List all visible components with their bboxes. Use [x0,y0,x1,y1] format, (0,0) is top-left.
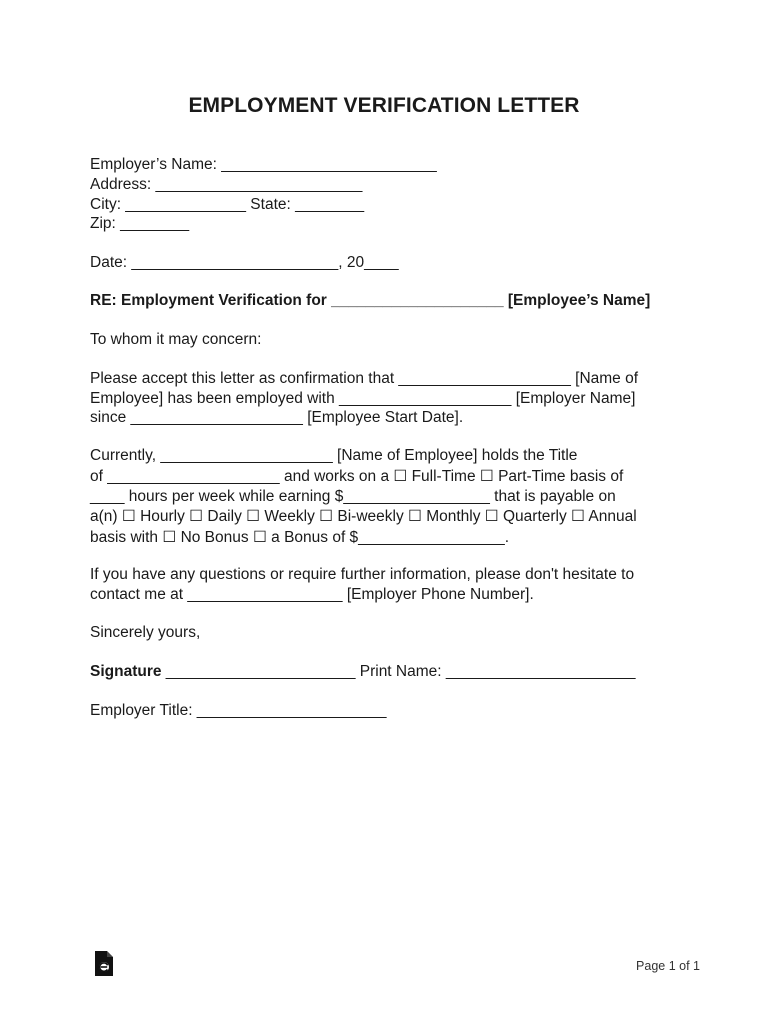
city-state-field: City: ______________ State: ________ [90,196,365,213]
para3-line-2: contact me at __________________ [Employer Phone Number]. [90,586,534,603]
signature-line [90,662,636,682]
para3-line-1: If you have any questions or require further information, please don't hesitate to [90,566,635,583]
closing: Sincerely yours, [90,624,201,641]
para2-line-2: of ____________________ and works on a ☐ Full-Time ☐ Part-Time basis of [90,468,624,485]
para2-line-4: a(n) ☐ Hourly ☐ Daily ☐ Weekly ☐ Bi-weekly ☐ Monthly ☐ Quarterly ☐ Annual [90,508,637,525]
para2-line-3: ____ hours per week while earning $_________________ that is payable on [90,488,616,505]
re-line: RE: Employment Verification for ____________________ [Employee’s Name] [90,292,651,309]
eforms-logo-icon [94,951,114,977]
page-number: Page 1 of 1 [636,959,700,973]
para2-line-1: Currently, ____________________ [Name of Employee] holds the Title [90,447,578,464]
date-field: Date: ________________________, 20____ [90,254,399,271]
signature-print-name-field: ______________________ Print Name: ______________________ [161,663,636,680]
address-field: Address: ________________________ [90,176,363,193]
salutation: To whom it may concern: [90,331,262,348]
para1-line-1: Please accept this letter as confirmation that ____________________ [Name of [90,370,639,387]
para1-line-3: since ____________________ [Employee Start Date]. [90,409,464,426]
para1-line-2: Employee] has been employed with ____________________ [Employer Name] [90,390,636,407]
para2-line-5: basis with ☐ No Bonus ☐ a Bonus of $_________________. [90,529,510,546]
signature-label: Signature [90,663,162,680]
zip-field: Zip: ________ [90,215,190,232]
employer-name-field: Employer’s Name: _________________________ [90,156,437,173]
employer-title-field: Employer Title: ______________________ [90,702,387,719]
document-title: EMPLOYMENT VERIFICATION LETTER [188,94,580,117]
